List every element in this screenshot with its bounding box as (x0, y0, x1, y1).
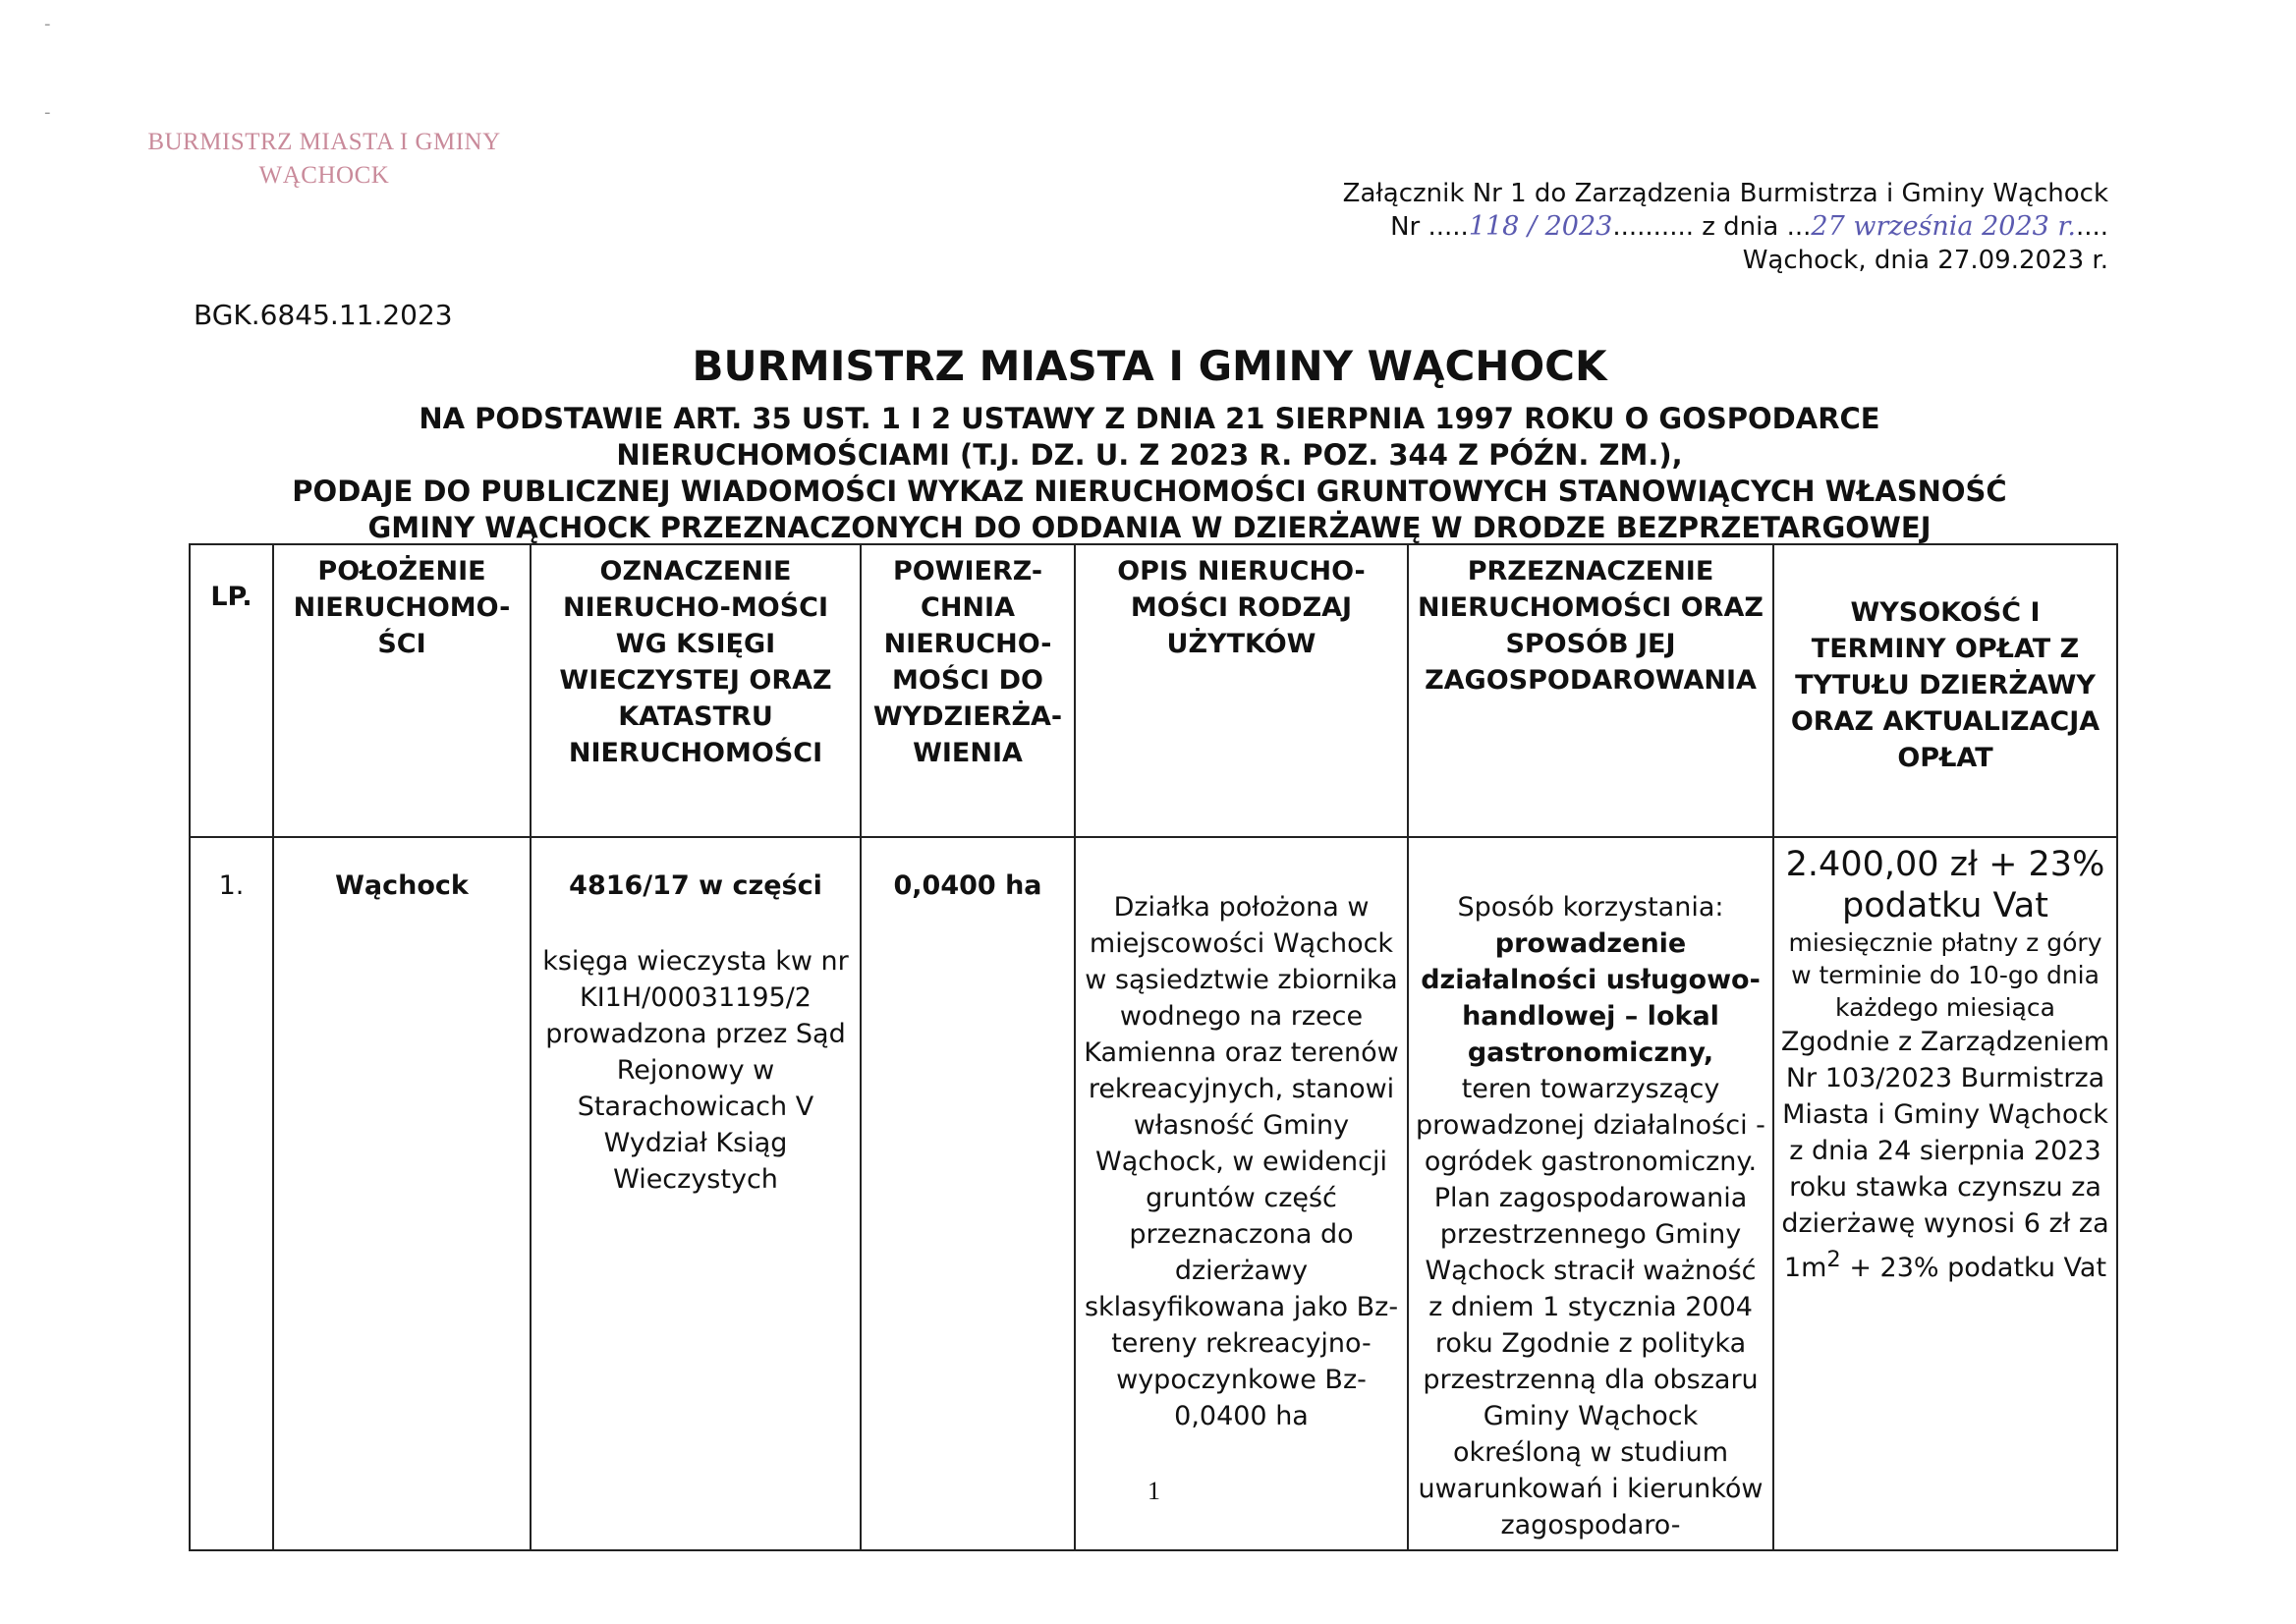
heading-line-4: GMINY WĄCHOCK PRZEZNACZONYCH DO ODDANIA W DZIERŻAWĘ W DRODZE BEZPRZETARGOWEJ (367, 511, 1932, 544)
cell-designation (531, 837, 861, 1550)
purpose-details: teren towarzyszący prowadzonej działalności - ogródek gastronomiczny. Plan zagospodarowania przestrzennego Gminy Wąchock stracił ważność z dniem 1 stycznia 2004 roku Zgodnie z polityka przestrzenną dla obszaru Gminy Wąchock określoną w studium uwarunkowań i kierunków zagospodaro- (1416, 1074, 1765, 1540)
place-date: Wąchock, dnia 27.09.2023 r. (1742, 246, 2108, 275)
page-title: BURMISTRZ MIASTA I GMINY WĄCHOCK (692, 342, 1607, 390)
stamp-line-1: BURMISTRZ MIASTA I GMINY (147, 129, 501, 155)
purpose-intro: Sposób korzystania: (1457, 892, 1724, 923)
fee-amount: 2.400,00 zł + 23% podatku Vat (1785, 845, 2105, 925)
date-handwritten: 27 września 2023 r. (1811, 211, 2076, 242)
header-description: OPIS NIERUCHO-MOŚCI RODZAJ UŻYTKÓW (1075, 544, 1408, 837)
cell-location: Wąchock (273, 837, 531, 1550)
page-number: 1 (1148, 1477, 1160, 1505)
legal-basis (187, 401, 2112, 546)
header-fees: WYSOKOŚĆ I TERMINY OPŁAT Z TYTUŁU DZIERŻAWY ORAZ AKTUALIZACJA OPŁAT (1773, 544, 2117, 837)
scan-mark: - (44, 14, 51, 34)
cell-area: 0,0400 ha (861, 837, 1075, 1550)
stamp-line-2: WĄCHOCK (258, 162, 390, 189)
nr-handwritten: 118 / 2023 (1468, 211, 1613, 242)
header-purpose: PRZEZNACZENIE NIERUCHOMOŚCI ORAZ SPOSÓB JEJ ZAGOSPODAROWANIA (1408, 544, 1773, 837)
fee-regulation: Zgodnie z Zarządzeniem Nr 103/2023 Burmistrza Miasta i Gminy Wąchock z dnia 24 sierpnia 2023 roku stawka czynszu za dzierżawę wynosi 6 zł za $1m^2 + 23\%$ podatku Vat (1780, 1027, 2110, 1283)
header-location: POŁOŻENIE NIERUCHOMO-ŚCI (273, 544, 531, 837)
cell-lp: 1. (190, 837, 273, 1550)
header-area: POWIERZ-CHNIA NIERUCHO-MOŚCI DO WYDZIERŻA-WIENIA (861, 544, 1075, 837)
cell-description: Działka położona w miejscowości Wąchock w sąsiedztwie zbiornika wodnego na rzece Kamienna oraz terenów rekreacyjnych, stanowi własność Gminy Wąchock, w ewidencji gruntów część przeznaczona do dzierżawy sklasyfikowana jako Bz-tereny rekreacyjno-wypoczynkowe Bz-0,0400 ha (1075, 837, 1408, 1550)
cell-purpose (1408, 837, 1773, 1550)
heading-line-1: NA PODSTAWIE ART. 35 UST. 1 I 2 USTAWY Z DNIA 21 SIERPNIA 1997 ROKU O GOSPODARCE (419, 402, 1880, 435)
nr-label: Nr (1390, 212, 1428, 242)
header-lp: LP. (190, 544, 273, 837)
header-designation: OZNACZENIE NIERUCHO-MOŚCI WG KSIĘGI WIECZYSTEJ ORAZ KATASTRU NIERUCHOMOŚCI (531, 544, 861, 837)
case-signature: BGK.6845.11.2023 (194, 299, 453, 331)
land-register-info: księga wieczysta kw nr KI1H/00031195/2 prowadzona przez Sąd Rejonowy w Starachowicach V Wydział Ksiąg Wieczystych (542, 946, 849, 1195)
attachment-line-1: Załącznik Nr 1 do Zarządzenia Burmistrza i Gminy Wąchock (1342, 179, 2108, 208)
cell-fees (1773, 837, 2117, 1550)
office-stamp (138, 126, 511, 193)
heading-line-3: PODAJE DO PUBLICZNEJ WIADOMOŚCI WYKAZ NIERUCHOMOŚCI GRUNTOWYCH STANOWIĄCYCH WŁASNOŚĆ (292, 475, 2007, 508)
scan-mark: - (44, 102, 51, 123)
attachment-note (1343, 177, 2108, 277)
purpose-main: prowadzenie działalności usługowo-handlowej – lokal gastronomiczny, (1421, 928, 1761, 1068)
heading-line-2: NIERUCHOMOŚCIAMI (T.J. DZ. U. Z 2023 R. POZ. 344 Z PÓŹN. ZM.), (616, 438, 1683, 472)
attachment-line-2: Nr .....118 / 2023.......... z dnia ...27 września 2023 r..... (1390, 211, 2108, 242)
date-label: z dnia (1694, 212, 1787, 242)
parcel-number: 4816/17 w części (569, 870, 822, 901)
table-row (190, 837, 2117, 1550)
fee-terms: miesięcznie płatny z góry w terminie do 10-go dnia każdego miesiąca (1788, 928, 2102, 1022)
property-list-table (189, 543, 2118, 1551)
table-header-row (190, 544, 2117, 837)
